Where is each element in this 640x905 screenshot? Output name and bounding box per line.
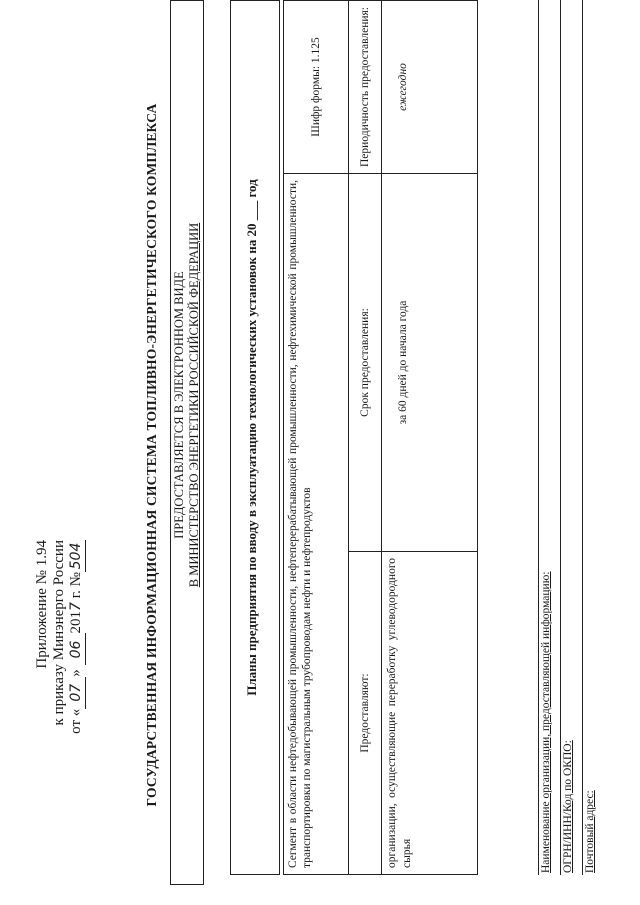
appendix-block: [34, 540, 86, 800]
submission-line-1: ПРЕДОСТАВЛЯЕТСЯ В ЭЛЕКТРОННОМ ВИДЕ: [172, 271, 186, 539]
appendix-order-date: от «07» 062017 г. №504: [68, 540, 86, 800]
form-info-table: [283, 0, 478, 875]
form-cipher: Шифр формы: 1.125: [284, 1, 349, 174]
values-row: [382, 1, 478, 875]
value-deadline: за 60 дней до начала года: [382, 174, 478, 552]
header-deadline: Срок предоставления:: [349, 174, 382, 552]
appendix-order-ref: к приказу Минэнерго России: [51, 540, 67, 726]
org-name-field: Наименование организации, предоставляющей информацию:: [538, 0, 554, 875]
form-title: Планы предприятия по вводу в эксплуатацию технологических установок на 20 ___ год: [244, 179, 259, 696]
header-providers: Предоставляют:: [349, 552, 382, 875]
segment-cell: Сегмент в области нефтедобывающей промышленности, нефтеперерабатывающей промышленности, нефтехимической промышленности, транспортировки по магистральным трубопроводам нефти и нефтепродуктов: [284, 174, 349, 875]
address-field: Почтовый адрес:: [582, 0, 598, 875]
header-row: [349, 1, 382, 875]
handwritten-day: 07: [68, 677, 86, 709]
handwritten-month: 06: [68, 633, 86, 665]
value-providers: организации, осуществляющие переработку углеводородного сырья: [382, 552, 478, 875]
value-periodicity: ежегодно: [382, 1, 478, 174]
appendix-number: Приложение № 1.94: [34, 540, 50, 669]
header-periodicity: Периодичность предоставления:: [349, 1, 382, 174]
document-title: ГОСУДАРСТВЕННАЯ ИНФОРМАЦИОННАЯ СИСТЕМА ТОПЛИВНО-ЭНЕРГЕТИЧЕСКОГО КОМПЛЕКСА: [144, 103, 159, 807]
handwritten-year-digit: 7: [68, 602, 84, 611]
submission-line-2: В МИНИСТЕРСТВО ЭНЕРГЕТИКИ РОССИЙСКОЙ ФЕДЕРАЦИИ: [187, 222, 201, 588]
ogrn-field: ОГРН/ИНН/Код по ОКПО:: [560, 0, 576, 875]
handwritten-order-number: 504: [68, 540, 86, 572]
segment-row: [284, 1, 349, 875]
submission-note: [172, 105, 202, 705]
